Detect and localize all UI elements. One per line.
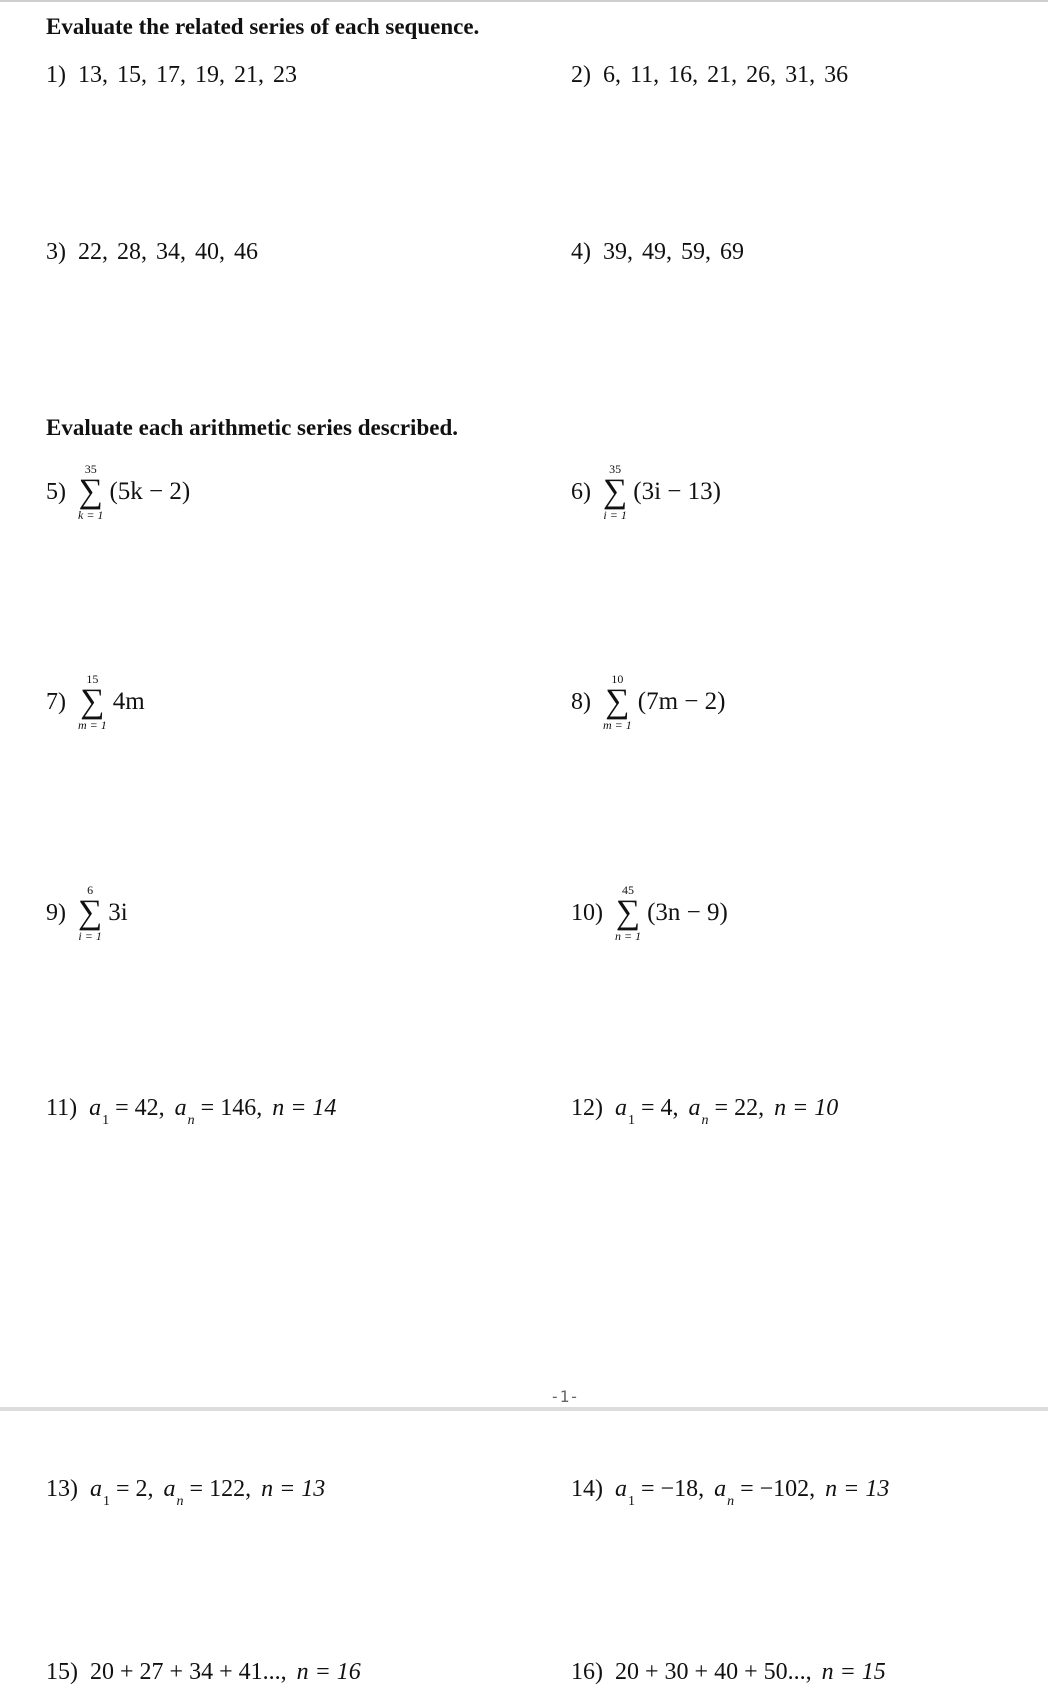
sigma-symbol: ∑	[80, 683, 105, 720]
problem-2	[571, 62, 848, 89]
n-value: n = 13	[825, 1476, 890, 1502]
problem-number: 1)	[46, 62, 66, 88]
page-number: -1-	[550, 1387, 579, 1406]
a-symbol: a	[90, 1476, 102, 1502]
problem-12	[571, 1095, 839, 1128]
last-term-value: = −102,	[740, 1476, 816, 1502]
a-symbol: a	[615, 1476, 627, 1502]
problem-13	[46, 1476, 326, 1509]
problem-number: 12)	[571, 1095, 603, 1121]
problem-number: 11)	[46, 1095, 78, 1121]
n-value: n = 16	[296, 1659, 361, 1685]
summand: 3i	[108, 899, 128, 926]
a-symbol: a	[174, 1095, 187, 1121]
summand: (5k − 2)	[109, 478, 191, 505]
problem-number: 5)	[46, 478, 66, 505]
sigma-symbol: ∑	[603, 473, 628, 510]
subscript: n	[187, 1112, 195, 1128]
a-symbol: a	[688, 1095, 701, 1121]
summation	[603, 673, 632, 731]
first-term-value: = −18,	[641, 1476, 705, 1502]
subscript: 1	[628, 1112, 635, 1128]
problem-number: 16)	[571, 1659, 603, 1685]
problem-3	[46, 239, 258, 266]
problem-number: 9)	[46, 899, 66, 926]
subscript: n	[727, 1493, 735, 1509]
problem-number: 15)	[46, 1659, 78, 1685]
top-rule	[0, 0, 1048, 2]
subscript: 1	[103, 1493, 110, 1509]
sequence: 6, 11, 16, 21, 26, 31, 36	[603, 62, 849, 88]
problem-8	[571, 673, 725, 731]
lower-limit: k = 1	[78, 508, 104, 522]
last-term-value: = 122,	[189, 1476, 252, 1502]
first-term-value: = 2,	[116, 1476, 154, 1502]
last-term-value: = 22,	[714, 1095, 765, 1121]
upper-limit: 15	[86, 672, 99, 686]
lower-limit: m = 1	[78, 718, 107, 732]
n-value: n = 10	[774, 1095, 839, 1121]
subscript: n	[176, 1493, 184, 1509]
section-heading-sequences: Evaluate the related series of each sequence.	[46, 14, 480, 39]
a-symbol: a	[163, 1476, 176, 1502]
problem-15	[46, 1659, 361, 1686]
a-symbol: a	[714, 1476, 727, 1502]
problem-number: 6)	[571, 478, 591, 505]
first-term-value: = 42,	[115, 1095, 165, 1121]
sequence: 22, 28, 34, 40, 46	[78, 239, 258, 265]
problem-7	[46, 673, 145, 731]
problem-number: 10)	[571, 899, 603, 926]
upper-limit: 45	[622, 883, 635, 897]
problem-number: 3)	[46, 239, 66, 265]
n-value: n = 15	[821, 1659, 886, 1685]
summation	[78, 673, 107, 731]
first-term-value: = 4,	[641, 1095, 679, 1121]
upper-limit: 35	[609, 462, 622, 476]
upper-limit: 10	[611, 672, 624, 686]
sigma-symbol: ∑	[615, 894, 641, 931]
problem-number: 4)	[571, 239, 591, 265]
problem-number: 13)	[46, 1476, 78, 1502]
sequence: 39, 49, 59, 69	[603, 239, 744, 265]
sequence: 13, 15, 17, 19, 21, 23	[78, 62, 297, 88]
partial-series: 20 + 30 + 40 + 50...,	[615, 1659, 812, 1685]
problem-11	[46, 1095, 337, 1128]
summation	[615, 884, 641, 942]
subscript: 1	[628, 1493, 635, 1509]
subscript: n	[701, 1112, 709, 1128]
problem-16	[571, 1659, 886, 1686]
n-value: n = 14	[272, 1095, 337, 1121]
problem-6	[571, 463, 721, 521]
lower-limit: i = 1	[603, 508, 627, 522]
summand: 4m	[112, 688, 145, 715]
partial-series: 20 + 27 + 34 + 41...,	[90, 1659, 287, 1685]
lower-limit: i = 1	[78, 929, 102, 943]
problem-number: 8)	[571, 688, 591, 715]
summation	[78, 463, 103, 521]
summand: (7m − 2)	[637, 688, 726, 715]
a-symbol: a	[615, 1095, 627, 1121]
summation	[78, 884, 102, 942]
upper-limit: 35	[84, 462, 97, 476]
summand: (3n − 9)	[647, 899, 728, 926]
problem-1	[46, 62, 297, 89]
section-heading-arithmetic-series: Evaluate each arithmetic series described.	[46, 415, 458, 440]
summation	[603, 463, 627, 521]
problem-10	[571, 884, 728, 942]
problem-14	[571, 1476, 890, 1509]
upper-limit: 6	[87, 883, 94, 897]
page-separator	[0, 1407, 1048, 1411]
problem-4	[571, 239, 744, 266]
problem-number: 7)	[46, 688, 66, 715]
lower-limit: n = 1	[615, 929, 642, 943]
problem-5	[46, 463, 190, 521]
last-term-value: = 146,	[200, 1095, 263, 1121]
problem-number: 2)	[571, 62, 591, 88]
problem-number: 14)	[571, 1476, 603, 1502]
problem-9	[46, 884, 128, 942]
sigma-symbol: ∑	[605, 683, 630, 720]
a-symbol: a	[89, 1095, 102, 1121]
lower-limit: m = 1	[603, 718, 632, 732]
sigma-symbol: ∑	[78, 473, 103, 510]
subscript: 1	[102, 1112, 110, 1128]
sigma-symbol: ∑	[78, 894, 103, 931]
n-value: n = 13	[261, 1476, 326, 1502]
summand: (3i − 13)	[633, 478, 721, 505]
